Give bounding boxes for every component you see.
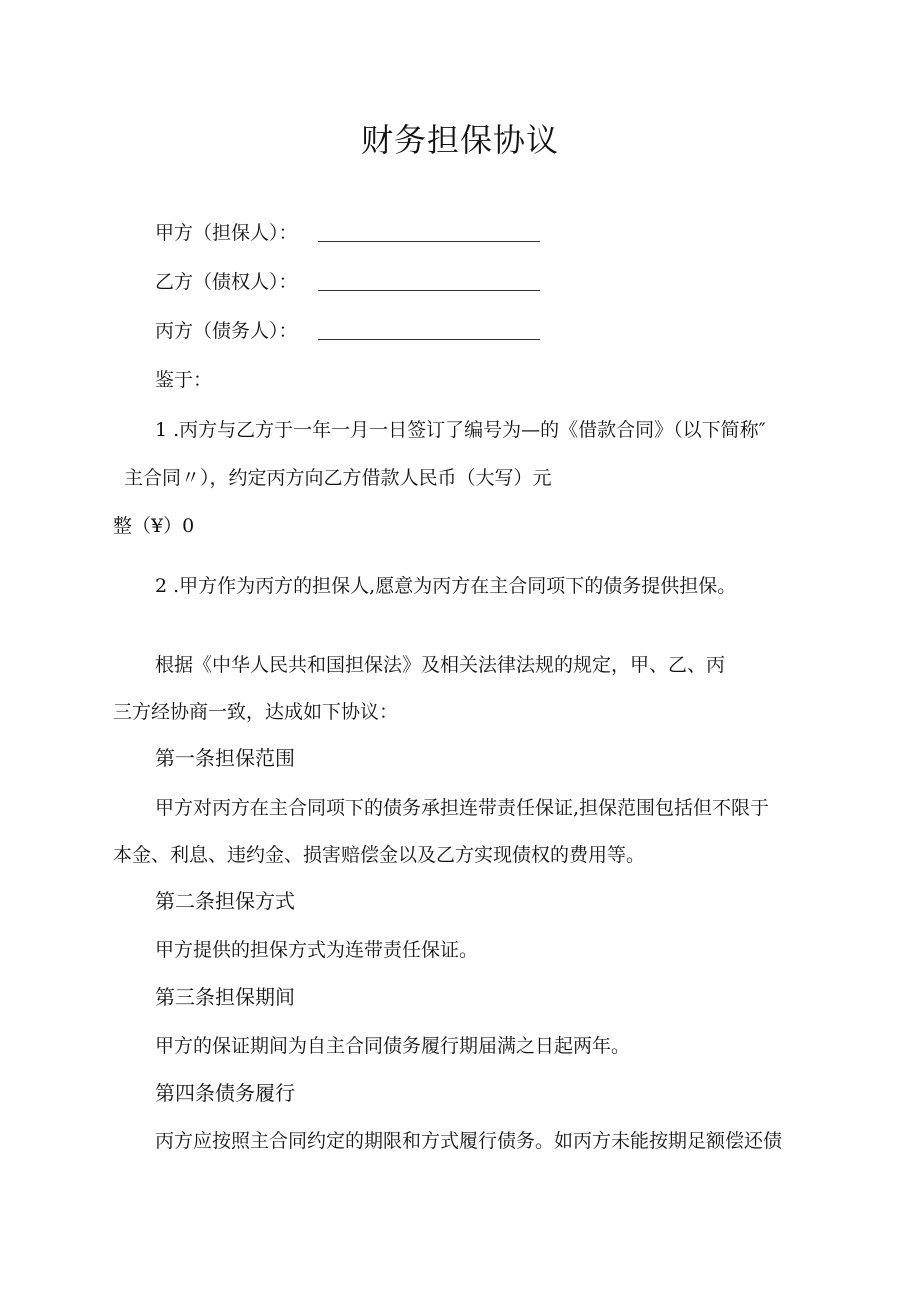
article1-heading: 第一条担保范围 (155, 746, 295, 770)
article2-heading: 第二条担保方式 (155, 889, 295, 913)
clause1-line2: 主合同〃），约定丙方向乙方借款人民币（大写）元 (124, 467, 552, 489)
whereas-label: 鉴于： (155, 369, 213, 391)
article1-line1: 甲方对丙方在主合同项下的债务承担连带责任保证,担保范围包括但不限于 (155, 797, 770, 819)
party-c-blank-line (318, 339, 540, 340)
party-b-label: 乙方（债权人）： (155, 271, 298, 293)
article4-heading: 第四条债务履行 (155, 1081, 295, 1105)
party-a-label: 甲方（担保人）： (155, 222, 298, 244)
document-title: 财务担保协议 (360, 121, 559, 159)
clause2-text: 2 .甲方作为丙方的担保人,愿意为丙方在主合同项下的债务提供担保。 (155, 575, 737, 597)
article3-heading: 第三条担保期间 (155, 985, 295, 1009)
basis-line2: 三方经协商一致，达成如下协议： (113, 701, 399, 723)
article1-line2: 本金、利息、违约金、损害赔偿金以及乙方实现债权的费用等。 (113, 844, 646, 866)
party-c-label: 丙方（债务人）： (155, 320, 298, 342)
clause1-line3: 整（¥）0 (113, 515, 195, 537)
article4-line1: 丙方应按照主合同约定的期限和方式履行债务。如丙方未能按期足额偿还债 (155, 1130, 783, 1152)
basis-line1: 根据《中华人民共和国担保法》及相关法律法规的规定，甲、乙、丙 (155, 654, 726, 676)
article3-line1: 甲方的保证期间为自主合同债务履行期届满之日起两年。 (155, 1035, 631, 1057)
party-a-blank-line (318, 241, 540, 242)
article2-line1: 甲方提供的担保方式为连带责任保证。 (155, 939, 479, 961)
clause1-line1: 1 .丙方与乙方于一年一月一日签订了编号为—的《借款合同》（以下简称″ (155, 419, 766, 441)
party-b-blank-line (318, 290, 540, 291)
